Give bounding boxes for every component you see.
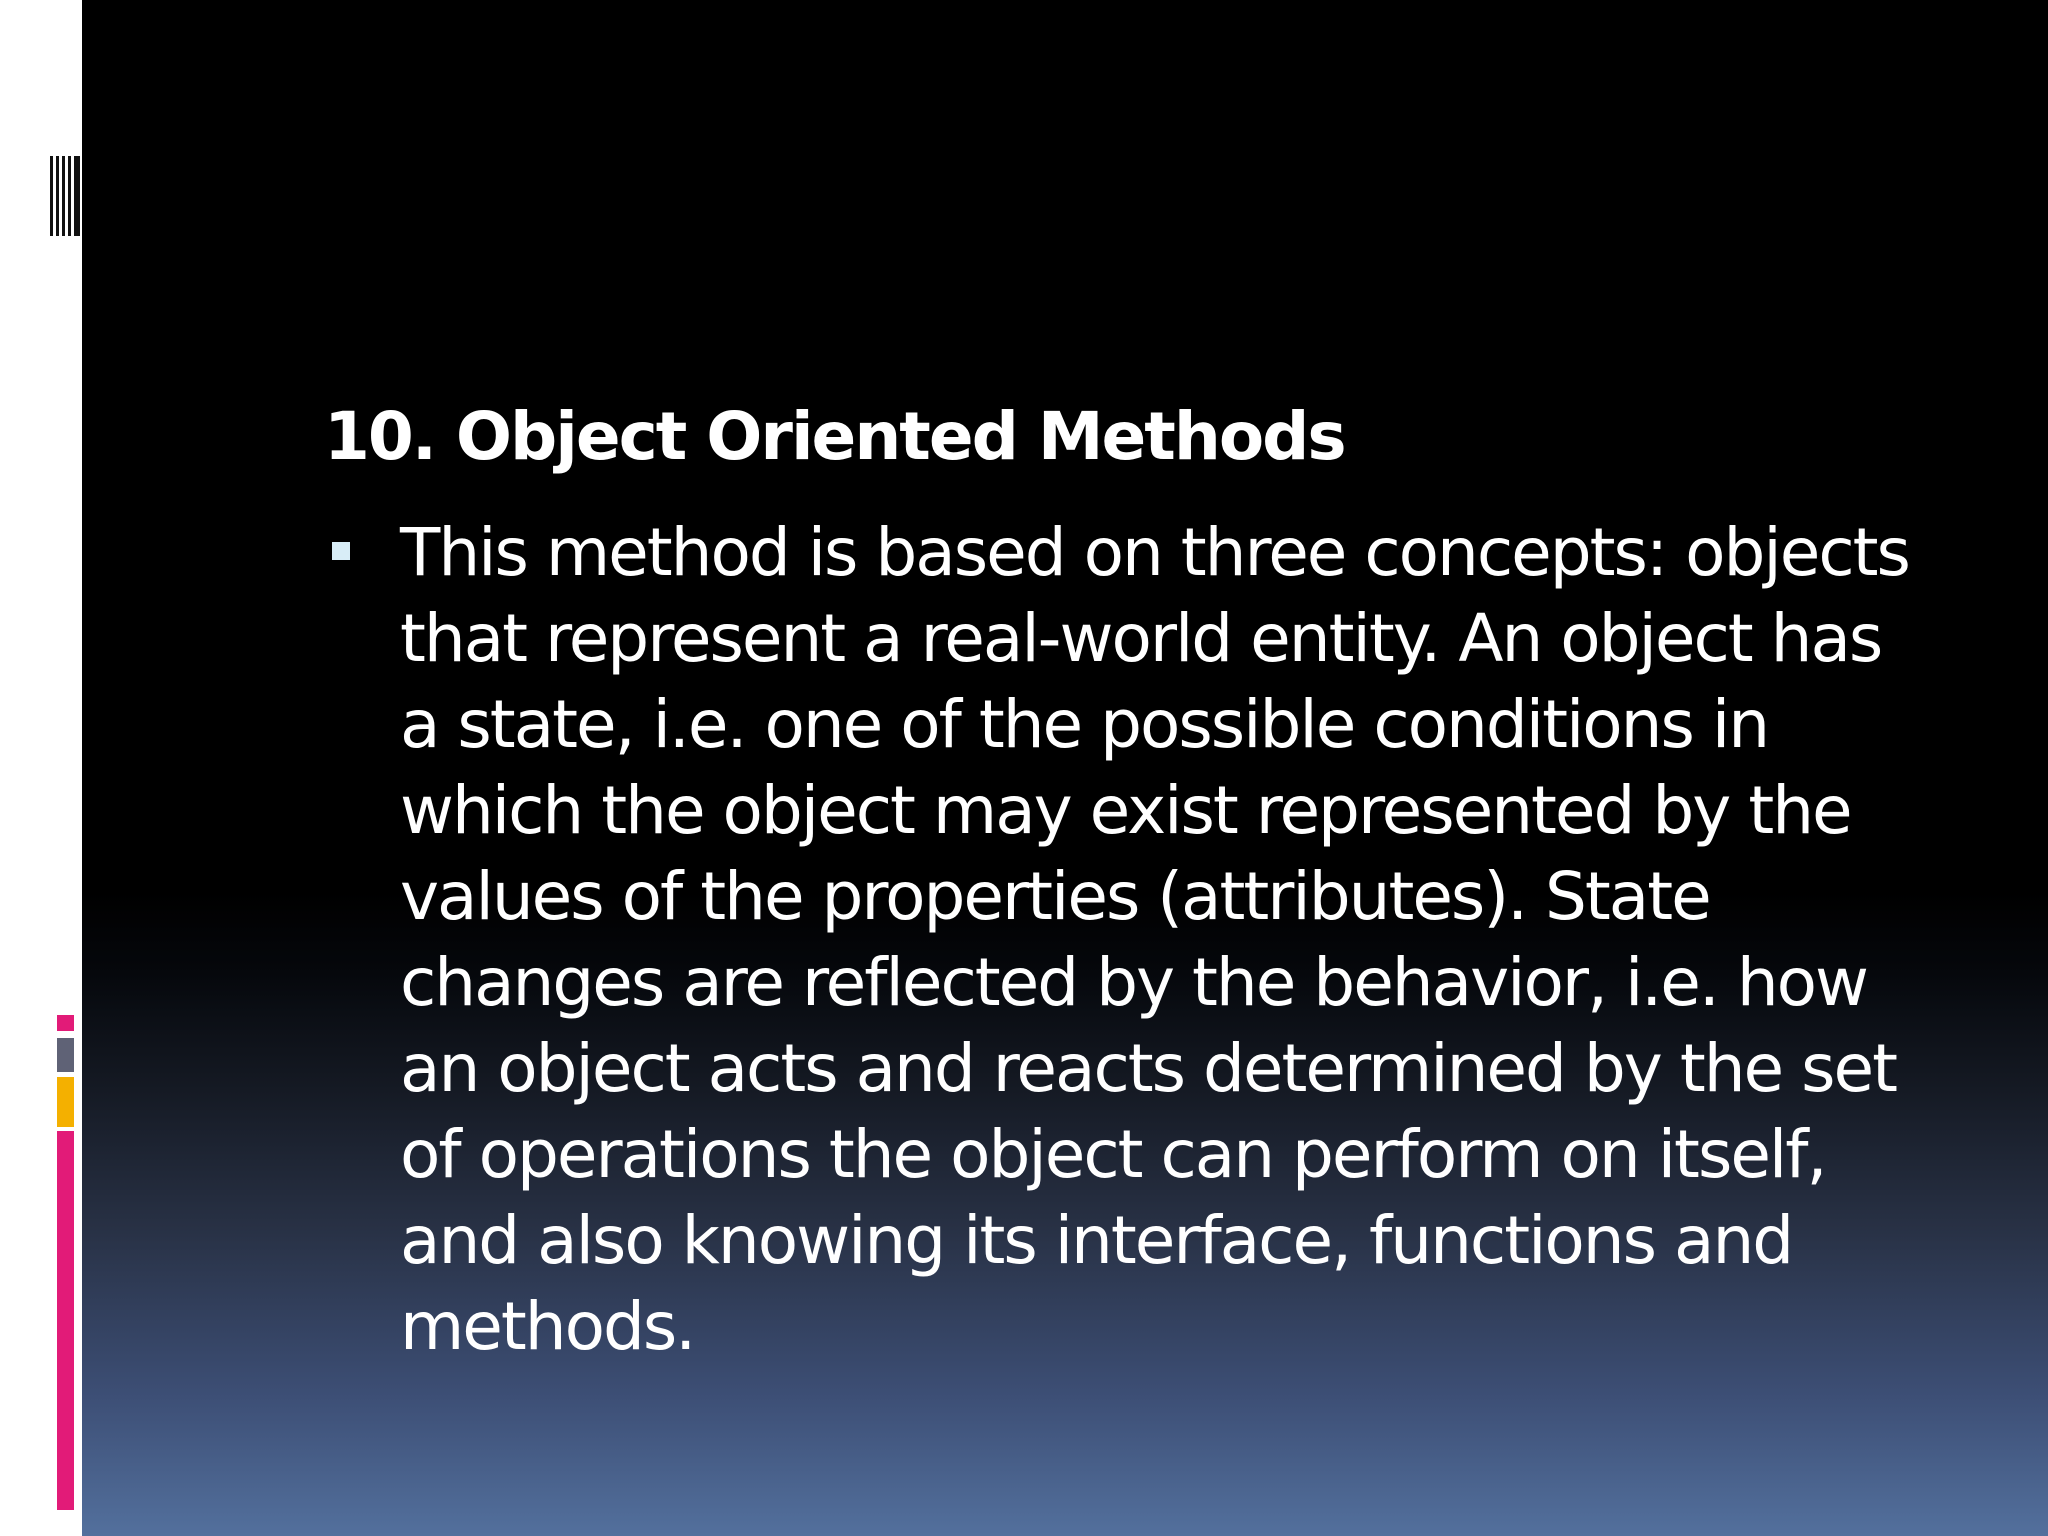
bullet-text-line: of operations the object can perform on itself, [400, 1116, 1826, 1193]
bullet-text-line: changes are reflected by the behavior, i.e. how [400, 944, 1868, 1021]
accent-bar-pink-top [57, 1015, 74, 1031]
bullet-text [400, 510, 1995, 1370]
slide-content-area [82, 0, 2048, 1536]
bullet-text-line: values of the properties (attributes). State [400, 858, 1710, 935]
bullet-item [332, 510, 1992, 1385]
square-bullet-icon [332, 542, 350, 560]
bullet-text-line: an object acts and reacts determined by the set [400, 1030, 1896, 1107]
bullet-text-line: that represent a real-world entity. An object has [400, 600, 1882, 677]
bullet-text-line: This method is based on three concepts: objects [400, 514, 1909, 591]
bullet-text-line: and also knowing its interface, functions and [400, 1202, 1793, 1279]
bullet-text-line: which the object may exist represented by the [400, 772, 1851, 849]
slide-title: 10. Object Oriented Methods [324, 398, 1345, 475]
accent-bar-yellow [57, 1077, 74, 1127]
decorative-lines-icon [50, 156, 80, 236]
left-decorative-strip [0, 0, 82, 1536]
accent-bar-gray [57, 1038, 74, 1072]
bullet-text-line: methods. [400, 1288, 695, 1365]
accent-bar-pink-main [57, 1131, 74, 1510]
bullet-text-line: a state, i.e. one of the possible conditions in [400, 686, 1769, 763]
